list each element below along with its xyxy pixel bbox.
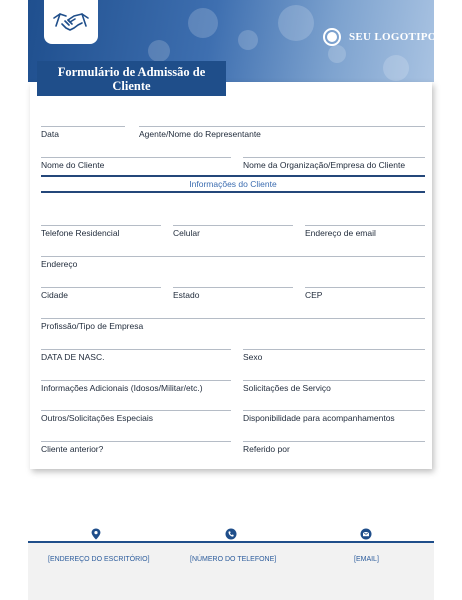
handshake-icon [52, 10, 90, 34]
date-field[interactable]: Data [41, 126, 125, 139]
bokeh-dot [238, 30, 258, 50]
followup-availability-field[interactable]: Disponibilidade para acompanhamentos [243, 410, 425, 423]
agent-field[interactable]: Agente/Nome do Representante [139, 126, 425, 139]
birth-date-field[interactable]: DATA DE NASC. [41, 349, 231, 362]
home-phone-field[interactable]: Telefone Residencial [41, 225, 161, 238]
state-field[interactable]: Estado [173, 287, 293, 300]
referred-by-field[interactable]: Referido por [243, 441, 425, 454]
additional-info-field[interactable]: Informações Adicionais (Idosos/Militar/etc.) [41, 380, 231, 393]
client-name-field[interactable]: Nome do Cliente [41, 157, 231, 170]
footer-phone: [NÚMERO DO TELEFONE] [190, 556, 277, 563]
email-icon [360, 528, 372, 540]
bokeh-dot [278, 5, 314, 41]
form-title: Formulário de Admissão de Cliente [37, 61, 226, 96]
address-field[interactable]: Endereço [41, 256, 425, 269]
org-name-field[interactable]: Nome da Organização/Empresa do Cliente [243, 157, 425, 170]
circle-logo-icon [323, 28, 341, 46]
footer-email: [EMAIL] [354, 556, 379, 563]
section-client-info: Informações do Cliente [41, 175, 425, 193]
bokeh-dot [383, 55, 409, 81]
footer-office-address: [ENDEREÇO DO ESCRITÓRIO] [48, 556, 150, 563]
phone-icon [225, 528, 237, 540]
cell-phone-field[interactable]: Celular [173, 225, 293, 238]
special-requests-field[interactable]: Outros/Solicitações Especiais [41, 410, 231, 423]
profession-field[interactable]: Profissão/Tipo de Empresa [41, 318, 425, 331]
email-field[interactable]: Endereço de email [305, 225, 425, 238]
footer-rule [28, 541, 434, 543]
footer [28, 542, 434, 600]
logo-tile [44, 0, 98, 44]
previous-client-field[interactable]: Cliente anterior? [41, 441, 231, 454]
service-requests-field[interactable]: Solicitações de Serviço [243, 380, 425, 393]
bokeh-dot [188, 8, 218, 38]
brand-logo [323, 26, 437, 48]
brand-logo-text: SEU LOGOTIPO [349, 31, 437, 43]
sex-field[interactable]: Sexo [243, 349, 425, 362]
city-field[interactable]: Cidade [41, 287, 161, 300]
bokeh-dot [148, 40, 170, 62]
zip-field[interactable]: CEP [305, 287, 425, 300]
location-pin-icon [90, 528, 102, 540]
